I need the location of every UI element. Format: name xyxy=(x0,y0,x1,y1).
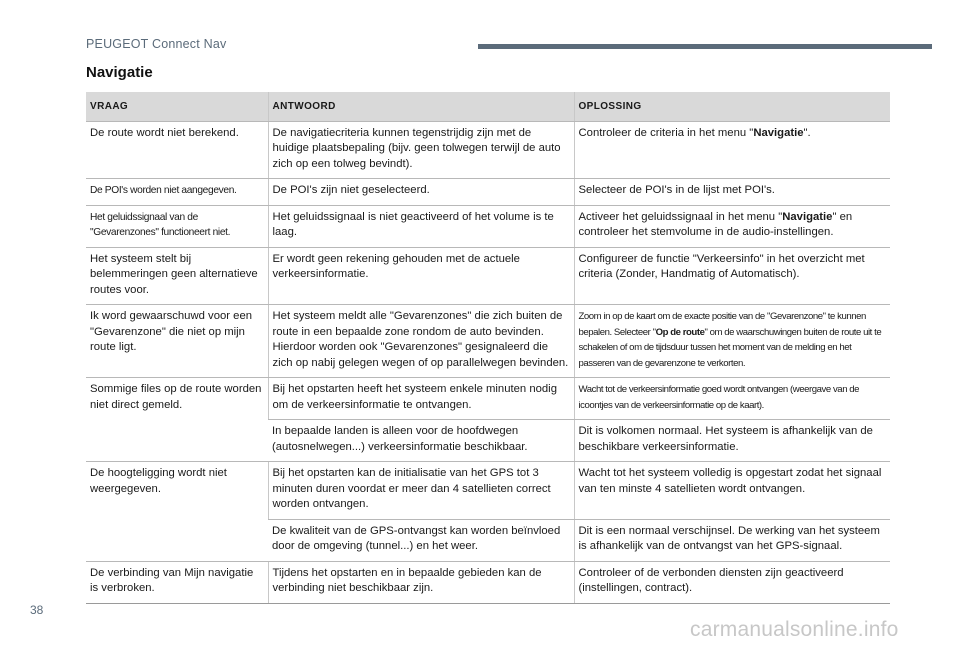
solution-text: ". xyxy=(803,126,811,139)
answer-cell: De navigatiecriteria kunnen tegenstrijdig zijn met de huidige plaatsbepaling (bijv. geen tolwegen terwijl de auto zich op een tolweg bevindt). xyxy=(268,121,574,179)
answer-cell: Het geluidssignaal is niet geactiveerd of het volume is te laag. xyxy=(268,205,574,247)
table-row xyxy=(86,305,890,378)
answer-cell: Bij het opstarten heeft het systeem enkele minuten nodig om de verkeersinformatie te ontvangen. xyxy=(268,378,574,420)
solution-text: Zoom in op de kaart om de exacte positie van de "Gevarenzone" te kunnen bepalen. Selecteer " xyxy=(578,311,866,338)
question-cell: Het geluidssignaal van de "Gevarenzones" functioneert niet. xyxy=(86,205,268,247)
table-header-row xyxy=(86,92,890,121)
option-name: Op de route xyxy=(655,326,705,338)
header-title: PEUGEOT Connect Nav xyxy=(86,37,227,51)
question-cell: De POI's worden niet aangegeven. xyxy=(86,179,268,206)
header-rule xyxy=(478,44,932,49)
solution-text: " en controleer het stemvolume in de audio-instellingen. xyxy=(578,210,853,238)
table-row xyxy=(86,205,890,247)
answer-cell: De POI's zijn niet geselecteerd. xyxy=(268,179,574,206)
solution-cell: Controleer of de verbonden diensten zijn geactiveerd (instellingen, contract). xyxy=(574,561,890,603)
solution-cell xyxy=(574,205,890,247)
solution-text: Controleer de criteria in het menu " xyxy=(578,126,754,139)
table-row xyxy=(86,179,890,206)
solution-cell xyxy=(574,305,890,378)
question-cell: Ik word gewaarschuwd voor een "Gevarenzone" die niet op mijn route ligt. xyxy=(86,305,268,378)
answer-cell: In bepaalde landen is alleen voor de hoofdwegen (autosnelwegen...) verkeersinformatie beschikbaar. xyxy=(268,420,574,462)
question-cell: De hoogteligging wordt niet weergegeven. xyxy=(86,462,268,562)
faq-table xyxy=(86,92,890,604)
answer-cell: Er wordt geen rekening gehouden met de actuele verkeersinformatie. xyxy=(268,247,574,305)
column-header-solution: OPLOSSING xyxy=(574,92,890,121)
solution-cell xyxy=(574,121,890,179)
solution-cell: Dit is een normaal verschijnsel. De werking van het systeem is afhankelijk van de ontvangst van het GPS-signaal. xyxy=(574,519,890,561)
solution-cell: Selecteer de POI's in de lijst met POI's. xyxy=(574,179,890,206)
answer-cell: Tijdens het opstarten en in bepaalde gebieden kan de verbinding niet beschikbaar zijn. xyxy=(268,561,574,603)
solution-cell: Configureer de functie "Verkeersinfo" in het overzicht met criteria (Zonder, Handmatig of Automatisch). xyxy=(574,247,890,305)
table-row xyxy=(86,462,890,520)
page-number: 38 xyxy=(30,603,44,617)
menu-name: Navigatie xyxy=(753,126,804,139)
question-cell: Sommige files op de route worden niet direct gemeld. xyxy=(86,378,268,462)
answer-cell: Bij het opstarten kan de initialisatie van het GPS tot 3 minuten duren voordat er meer dan 4 satellieten correct worden ontvangen. xyxy=(268,462,574,520)
table-row xyxy=(86,561,890,603)
question-cell: De route wordt niet berekend. xyxy=(86,121,268,179)
table-row xyxy=(86,247,890,305)
table-row xyxy=(86,378,890,420)
answer-cell: Het systeem meldt alle "Gevarenzones" die zich buiten de route in een bepaalde zone rondom de auto bevinden. Hierdoor worden ook "Gevarenzones" gesignaleerd die zich op nabij gelegen wegen of op parallelwegen bevinden. xyxy=(268,305,574,378)
solution-cell: Wacht tot de verkeersinformatie goed wordt ontvangen (weergave van de icoontjes van de verkeersinformatie op de kaart). xyxy=(574,378,890,420)
menu-name: Navigatie xyxy=(782,210,833,223)
question-cell: De verbinding van Mijn navigatie is verbroken. xyxy=(86,561,268,603)
answer-cell: De kwaliteit van de GPS-ontvangst kan worden beïnvloed door de omgeving (tunnel...) en het weer. xyxy=(268,519,574,561)
section-title: Navigatie xyxy=(86,64,153,81)
column-header-answer: ANTWOORD xyxy=(268,92,574,121)
solution-cell: Dit is volkomen normaal. Het systeem is afhankelijk van de beschikbare verkeersinformatie. xyxy=(574,420,890,462)
table-row xyxy=(86,121,890,179)
solution-cell: Wacht tot het systeem volledig is opgestart zodat het signaal van ten minste 4 satellieten wordt ontvangen. xyxy=(574,462,890,520)
column-header-question: VRAAG xyxy=(86,92,268,121)
solution-text: " om de waarschuwingen buiten de route uit te schakelen of om de tijdsduur tussen het moment van de melding en het passeren van de gevarenzone te verkorten. xyxy=(578,326,882,369)
solution-text: Activeer het geluidssignaal in het menu " xyxy=(578,210,783,223)
question-cell: Het systeem stelt bij belemmeringen geen alternatieve routes voor. xyxy=(86,247,268,305)
watermark: carmanualsonline.info xyxy=(690,618,899,641)
